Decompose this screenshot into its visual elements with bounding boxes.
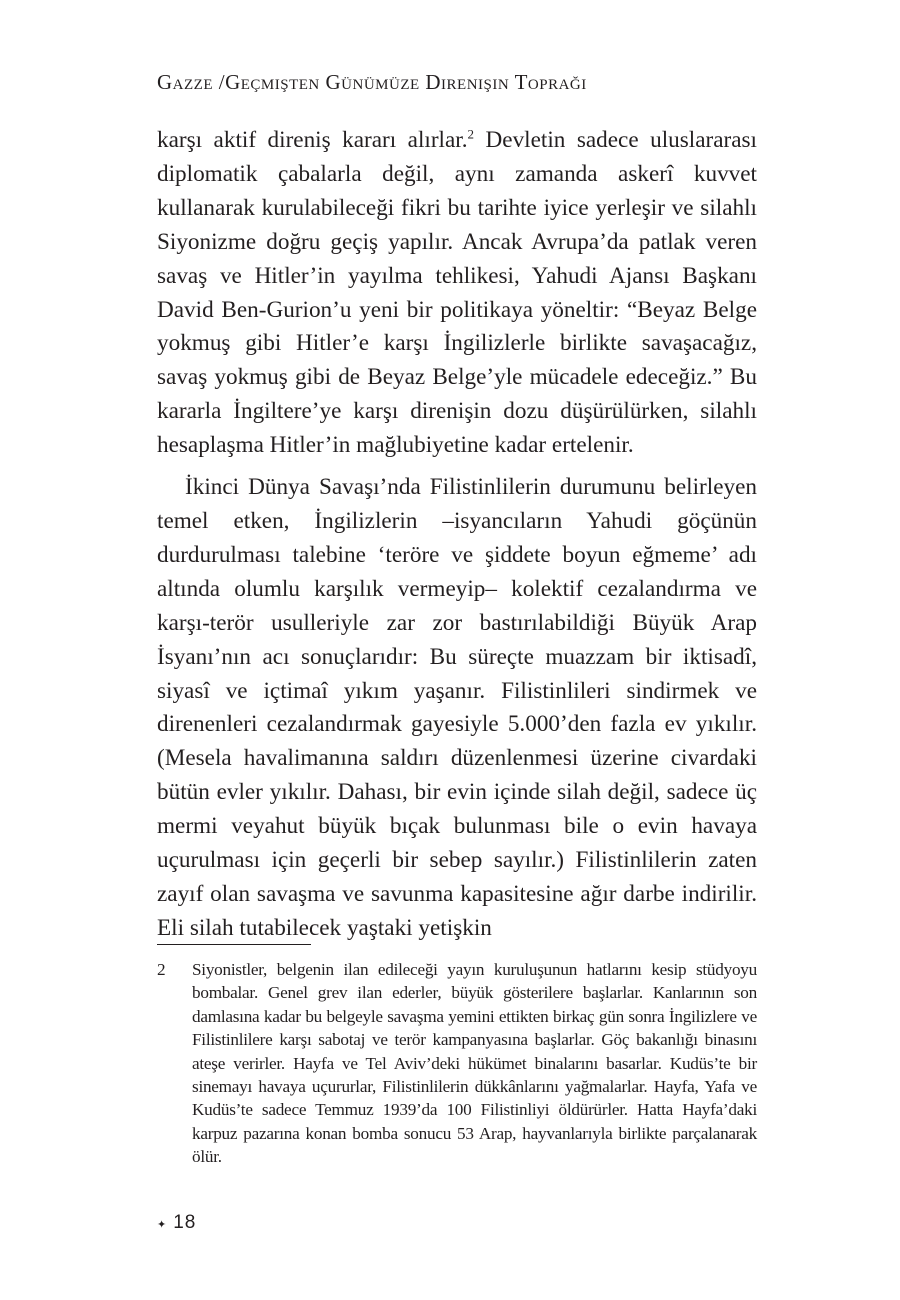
footnote-reference: 2 — [467, 126, 475, 142]
footnote — [157, 958, 757, 1169]
page-footer — [157, 1212, 196, 1234]
paragraph-text: Devletin sadece uluslararası diplomatik çabalarla değil, aynı zamanda askerî kuvvet kullanarak kurulabileceği fikri bu tarihte iyice yerleşir ve silahlı Siyonizme doğru geçiş yapılır. Ancak Avrupa’da patlak veren savaş ve Hitler’in yayılma tehlikesi, Yahudi Ajansı Başkanı David Ben-Gurion’u yeni bir politikaya yöneltir: “Beyaz Belge yokmuş gibi Hitler’e karşı İngilizlerle birlikte savaşacağız, savaş yokmuş gibi de Beyaz Belge’yle mücadele edeceğiz.” Bu kararla İngiltere’ye karşı direnişin dozu düşürülürken, silahlı hesaplaşma Hitler’in mağlubiyetine kadar ertelenir. — [157, 127, 758, 459]
footnote-text: Siyonistler, belgenin ilan edileceği yayın kuruluşunun hatlarını kesip stüdyoyu bombalar. Genel grev ilan ederler, büyük gösterilere başlarlar. Kanlarının son damlasına kadar bu belgeyle savaşma yemini ettikten birkaç gün sonra İngilizlere ve Filistinlilere karşı sabotaj ve terör kampanyasına başlarlar. Göç bakanlığı binasını ateşe verirler. Hayfa ve Tel Aviv’deki hükümet binalarını basarlar. Kudüs’te bir sinemayı havaya uçururlar, Filistinlilerin dükkânlarını yağmalarlar. Hayfa, Yafa ve Kudüs’te sadece Temmuz 1939’da 100 Filistinliyi öldürürler. Hatta Hayfa’daki karpuz pazarına konan bomba sonucu 53 Arap, hayvanlarıyla birlikte parçalanarak ölür. — [192, 960, 757, 1167]
paragraph: İkinci Dünya Savaşı’nda Filistinlilerin durumunu belirleyen temel etken, İngilizlerin –isyancıların Yahudi göçünün durdurulması talebine ‘teröre ve şiddete boyun eğmeme’ adı altında olumlu karşılık vermeyip– kolektif cezalandırma ve karşı-terör usulleriyle zar zor bastırılabildiği Büyük Arap İsyanı’nın acı sonuçlarıdır: Bu süreçte muazzam bir iktisadî, siyasî ve içtimaî yıkım yaşanır. Filistinlileri sindirmek ve direnenleri cezalandırmak gayesiyle 5.000’den fazla ev yıkılır. (Mesela havalimanına saldırı düzenlenmesi üzerine civardaki bütün evler yıkılır. Dahası, bir evin içinde silah değil, sadece üç mermi veyahut büyük bıçak bulunması bile o evin havaya uçurulması için geçerli bir sebep sayılır.) Filistinlilerin zaten zayıf olan savaşma ve savunma kapasitesine ağır darbe indirilir. Eli silah tutabilecek yaştaki yetişkin — [157, 474, 757, 941]
body-text — [157, 124, 757, 946]
running-head: Gazze /Geçmişten Günümüze Direnişin Toprağı — [157, 70, 587, 94]
footnote-number: 2 — [157, 960, 166, 979]
page-number: 18 — [173, 1212, 197, 1233]
paragraph — [157, 124, 757, 463]
footnote-divider — [157, 944, 311, 945]
star-icon: ✦ — [157, 1218, 168, 1231]
paragraph-text: karşı aktif direniş kararı alırlar. — [157, 127, 468, 153]
